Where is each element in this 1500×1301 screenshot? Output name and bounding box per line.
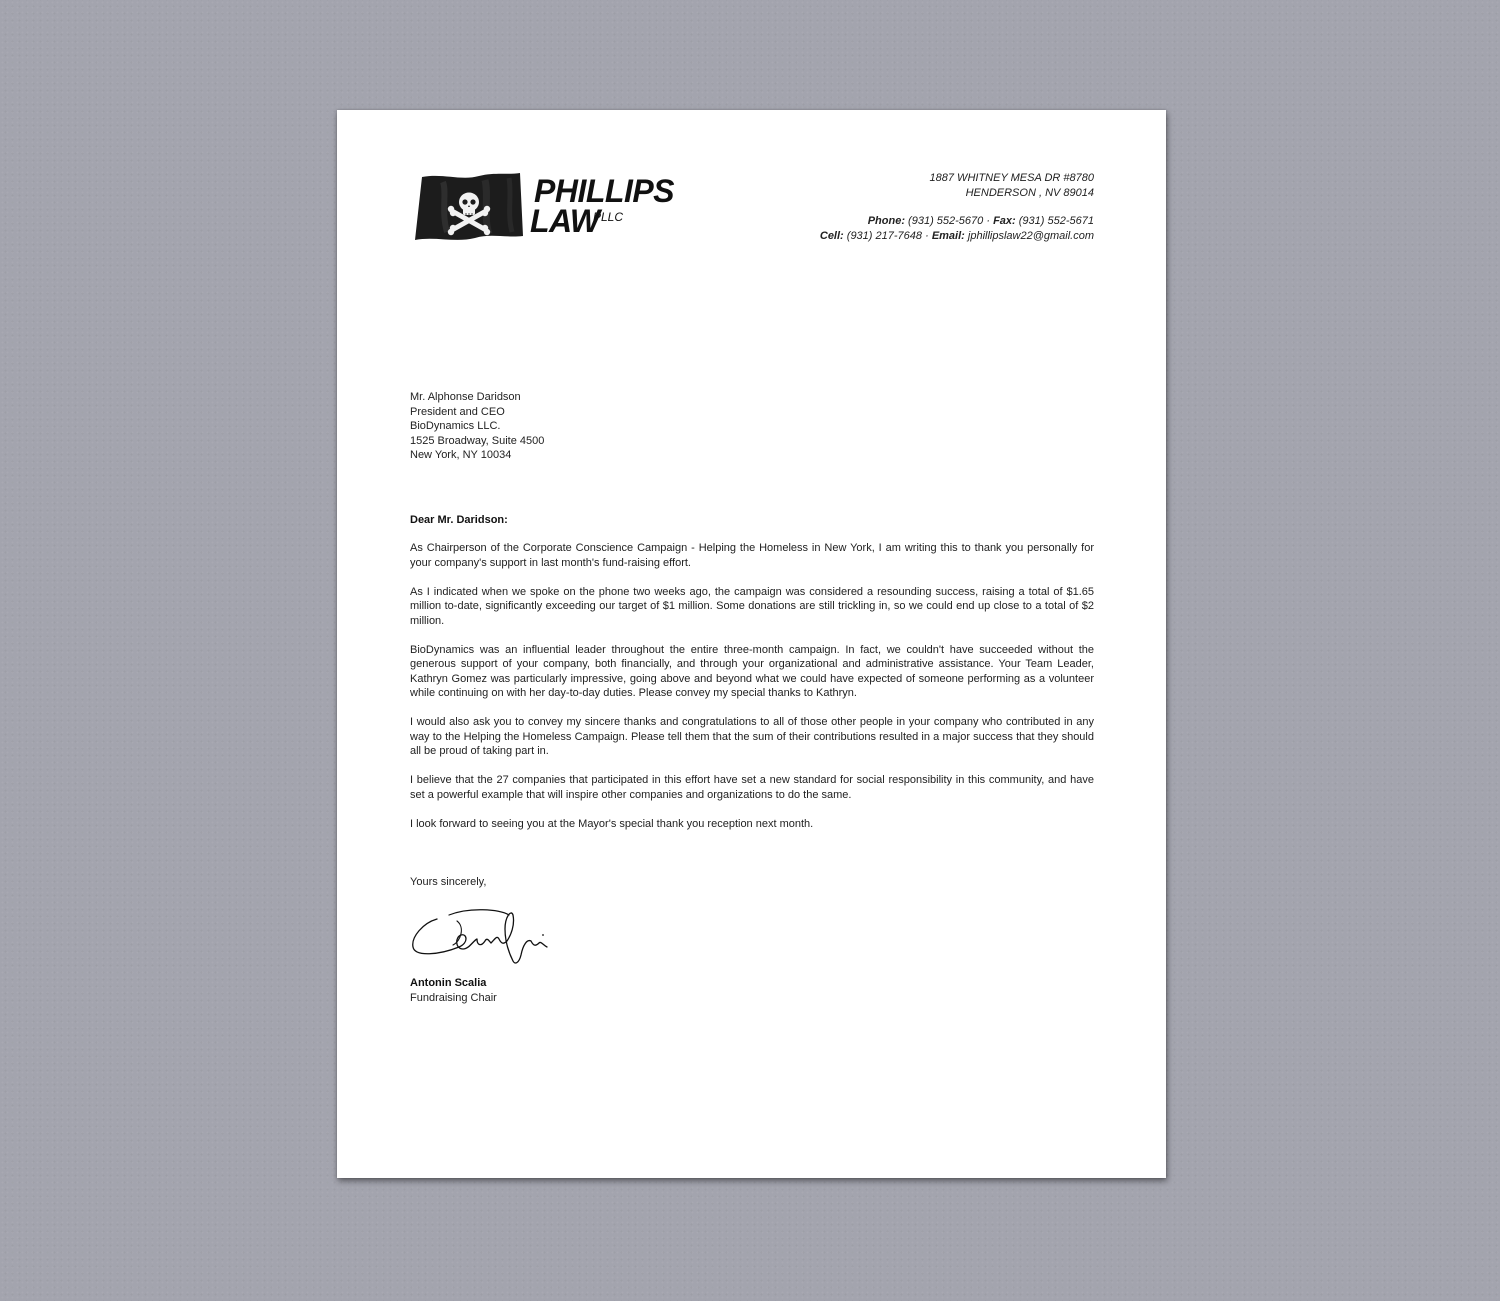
paragraph: BioDynamics was an influential leader throughout the entire three-month campaign. In fact, we couldn't have succeeded without the generous support of your company, both financially, and through your organizational and administrative assistance. Your Team Leader, Kathryn Gomez was particularly impressive, going above and beyond what we could have expected of someone performing as a volunteer while continuing on with her day-to-day duties. Please convey my special thanks to Kathryn. (410, 643, 1094, 699)
email-label: Email: (931, 230, 965, 242)
recipient-title: President and CEO (410, 405, 505, 418)
separator: · (925, 230, 929, 242)
signer-title: Fundraising Chair (410, 991, 497, 1004)
recipient-block (410, 390, 1094, 463)
fax-label: Fax: (993, 215, 1016, 227)
email-address: jphillipslaw22@gmail.com (967, 230, 1094, 242)
recipient-street: 1525 Broadway, Suite 4500 (410, 434, 545, 447)
separator: · (986, 215, 991, 227)
recipient-name: Mr. Alphonse Daridson (410, 391, 521, 403)
paragraph: I look forward to seeing you at the Mayor's special thank you reception next month. (410, 817, 814, 830)
closing: Yours sincerely, (410, 876, 487, 888)
address-line-1: 1887 WHITNEY MESA DR #8780 (929, 172, 1094, 184)
address-line-2: HENDERSON , NV 89014 (965, 187, 1094, 199)
logo-wordmark-line2: LAW (530, 203, 600, 239)
letterhead-contact (820, 171, 1094, 244)
paragraph: As I indicated when we spoke on the phone two weeks ago, the campaign was considered a resounding success, raising a total of $1.65 million to-date, significantly exceeding our target of $1 million. Some donations are still trickling in, so we could end up close to a total of $2 million. (410, 585, 1094, 627)
recipient-company: BioDynamics LLC. (410, 420, 501, 432)
signer-block (410, 976, 1094, 1005)
paragraph: I would also ask you to convey my sincere thanks and congratulations to all of those other people in your company who contributed in any way to the Helping the Homeless Campaign. Please tell them that the sum of their contributions resulted in a major success that they should all be proud of taking part in. (410, 716, 1094, 757)
phone-fax-line (820, 214, 1094, 229)
salutation: Dear Mr. Daridson: (410, 514, 508, 526)
letterhead-address (820, 171, 1094, 201)
cell-email-line (820, 229, 1094, 244)
phone-number: (931) 552-5670 (908, 215, 984, 227)
logo-suffix: PLLC (593, 210, 624, 224)
cell-number: (931) 217-7648 (846, 230, 923, 242)
logo-wordmark-line1: PHILLIPS (534, 173, 675, 209)
letter-body (410, 541, 1094, 846)
handwritten-signature (409, 905, 559, 967)
pirate-flag-icon (413, 172, 525, 244)
firm-logo (413, 172, 673, 244)
cell-label: Cell: (819, 230, 844, 242)
fax-number: (931) 552-5671 (1018, 215, 1094, 227)
letter-page (337, 110, 1166, 1178)
paragraph: I believe that the 27 companies that participated in this effort have set a new standard for social responsibility in this community, and have set a powerful example that will inspire other companies and organizations to do the same. (410, 774, 1094, 801)
recipient-city: New York, NY 10034 (410, 449, 512, 461)
phone-label: Phone: (867, 215, 905, 227)
paragraph: As Chairperson of the Corporate Conscience Campaign - Helping the Homeless in New York, I am writing this to thank you personally for your company's support in last month's fund-raising effort. (410, 542, 1094, 569)
signer-name: Antonin Scalia (410, 977, 487, 989)
